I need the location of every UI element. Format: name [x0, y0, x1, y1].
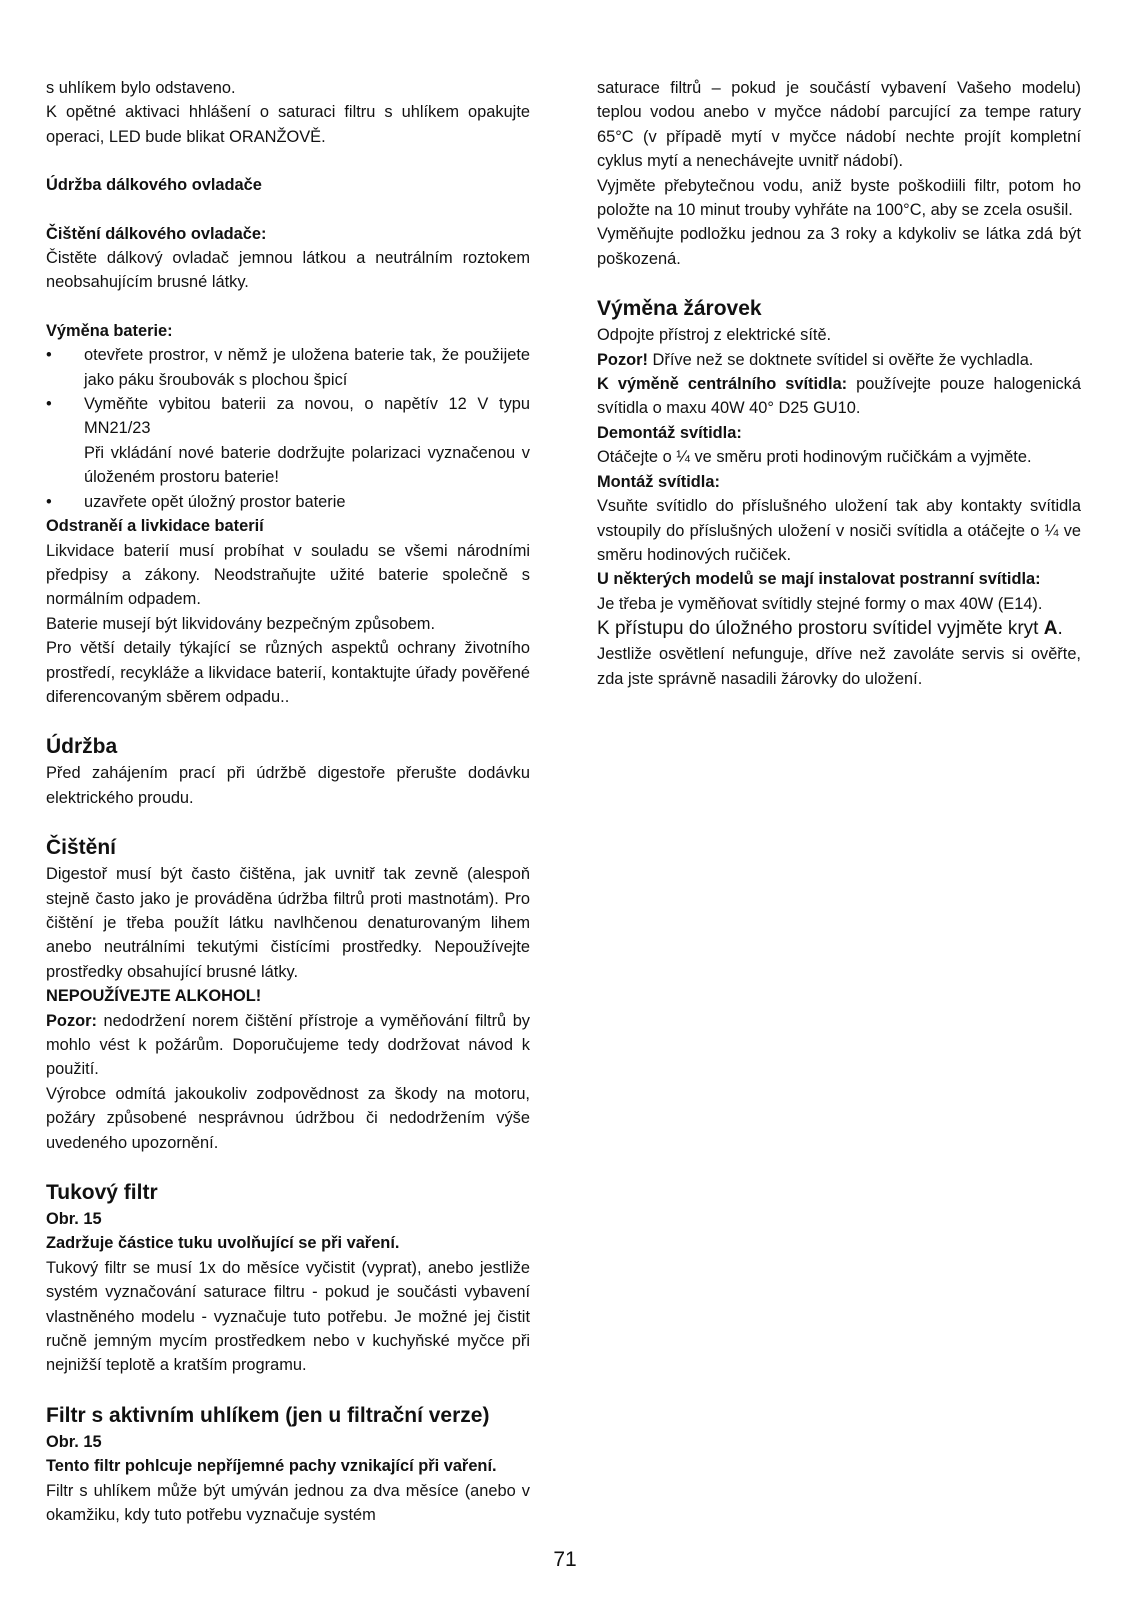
paragraph: K opětné aktivaci hhlášení o saturaci filtru s uhlíkem opakujte operaci, LED bude blikat ORANŽOVĚ. [46, 103, 530, 146]
subsection-heading: Výměna baterie: [46, 321, 173, 340]
list-item: • uzavřete opět úložný prostor baterie [46, 490, 530, 514]
paragraph: Otáčejte o ¼ ve směru proti hodinovým ručičkám a vyjměte. [597, 448, 1032, 467]
paragraph: Vyměňujte podložku jednou za 3 roky a kdykoliv se látka zdá být poškozená. [597, 225, 1081, 268]
warning-body: nedodržení norem čištění přístroje a vyměňování filtrů by mohlo vést k požárům. Doporučujeme tedy dodržovat návod k použití. [46, 1011, 530, 1079]
subsection-heading: Demontáž svítidla: [597, 423, 742, 442]
battery-steps-list [46, 343, 530, 514]
figure-reference: Obr. 15 [46, 1432, 102, 1451]
warning-body: Dříve než se doktnete svítidel si ověřte že vychladla. [648, 350, 1034, 369]
section-heading: Filtr s aktivním uhlíkem (jen u filtrační verze) [46, 1403, 490, 1427]
paragraph: Odpojte přístroj z elektrické sítě. [597, 326, 832, 345]
subsection-heading: Montáž svítidla: [597, 472, 720, 491]
paragraph: Vyjměte přebytečnou vodu, aniž byste poškodiili filtr, potom ho položte na 10 minut trouby vyhřáte na 100°C, aby se zcela osušil. [597, 176, 1081, 220]
paragraph: Před zahájením prací při údržbě digestoře přerušte dodávku elektrického proudu. [46, 764, 530, 807]
subsection-heading: Zadržuje částice tuku uvolňující se při vaření. [46, 1234, 400, 1253]
subsection-heading: Tento filtr pohlcuje nepříjemné pachy vznikající při vaření. [46, 1457, 497, 1476]
warning-label: Pozor! [597, 350, 648, 369]
section-heading: Tukový filtr [46, 1181, 158, 1205]
paragraph [597, 348, 1081, 372]
paragraph: Vsuňte svítidlo do příslušného uložení tak aby kontakty svítidla vstoupily do příslušných uložení v nosiči svítidla a otáčejte o ¼ ve směru hodinových ručiček. [597, 497, 1081, 564]
subsection-heading: Odstraněí a livkidace baterií [46, 517, 264, 536]
list-item-text: Vyměňte vybitou baterii za novou, o napětív 12 V typu MN21/23 [84, 395, 530, 438]
paragraph: Filtr s uhlíkem může být umýván jednou za dva měsíce (anebo v okamžiku, kdy tuto potřebu vyznačuje systém [46, 1481, 530, 1525]
paragraph-body: používejte pouze halogenická svítidla o maxu 40W 40° D25 GU10. [597, 375, 1081, 418]
paragraph: Digestoř musí být často čištěna, jak uvnitř tak zevně (alespoň stejně často jako je prováděna údržba filtrů proti mastnotám). Pro čištění je třeba použít látku navlhčenou denaturovaným lihem anebo neutrálními tekutými čistícími prostředky. Nepoužívejte prostředky obsahující brusné látky. [46, 865, 530, 981]
paragraph [46, 1009, 530, 1082]
left-column [46, 76, 530, 1528]
paragraph: Baterie musejí být likvidovány bezpečným způsobem. [46, 614, 436, 633]
section-heading: Údržba dálkového ovladače [46, 176, 262, 195]
paragraph: Výrobce odmítá jakoukoliv zodpovědnost za škody na motoru, požáry způsobené nesprávnou údržbou či nedodržením výše uvedeného upozornění. [46, 1084, 530, 1152]
section-heading: Údržba [46, 735, 118, 759]
section-heading: Čištění [46, 836, 117, 860]
paragraph [597, 372, 1081, 421]
paragraph: saturace filtrů – pokud je součástí vybavení Vašeho modelu) teplou vodou anebo v myčce nádobí parcující za tempe ratury 65°C (v případě mytí v myčce nádobí nechte projít kompletní cyklus mytí a nenechávejte uvnitř nádobí). [597, 79, 1081, 171]
paragraph: Čistěte dálkový ovladač jemnou látkou a neutrálním roztokem neobsahujícím brusné látky. [46, 249, 530, 292]
subsection-heading: U některých modelů se mají instalovat postranní svítidla: [597, 570, 1041, 589]
paragraph: Je třeba je vyměňovat svítidly stejné formy o max 40W (E14). [597, 594, 1043, 613]
paragraph: s uhlíkem bylo odstaveno. [46, 79, 236, 97]
right-column [597, 76, 1081, 691]
paragraph: Tukový filtr se musí 1x do měsíce vyčistit (vyprat), anebo jestliže systém vyznačování saturace filtru - pokud je součásti vybavení vlastněného modelu - vyznačuje tuto potřebu. Je možné jej čistit ručně jemným mycím prostředkem nebo v kuchyňské myčce při nejnižší teplotě a kratším programu. [46, 1258, 530, 1375]
page-number: 71 [553, 1548, 577, 1571]
list-item [46, 392, 530, 490]
paragraph-body: K přístupu do úložného prostoru svítidel vyjměte kryt [597, 618, 1044, 640]
list-item-note: Při vkládání nové baterie dodržujte polarizaci vyznačenou v úloženém prostoru baterie! [84, 443, 530, 487]
subsection-heading: Čištění dálkového ovladače: [46, 224, 267, 243]
paragraph-end: . [1057, 618, 1063, 640]
section-heading: Výměna žárovek [597, 297, 762, 321]
inline-heading: K výměně centrálního svítidla: [597, 375, 848, 394]
paragraph: Jestliže osvětlení nefunguje, dříve než zavoláte servis si ověřte, zda jste správně nasadili žárovky do uložení. [597, 645, 1081, 688]
warning-label: Pozor: [46, 1011, 97, 1030]
figure-reference: Obr. 15 [46, 1210, 102, 1229]
paragraph [597, 616, 1081, 642]
list-item: • otevřete prostror, v němž je uložena baterie tak, že použijete jako páku šroubovák s plochou špicí [46, 343, 530, 392]
paragraph: Pro větší detaily týkající se různých aspektů ochrany životního prostředí, recykláže a likvidace baterií, kontaktujte úřady pověřené diferencovaným sběrem odpadu.. [46, 639, 530, 706]
paragraph: Likvidace baterií musí probíhat v souladu se všemi národními předpisy a zákony. Neodstraňujte užité baterie společně s normálním odpadem. [46, 541, 530, 609]
cover-label: A [1043, 618, 1058, 640]
warning-text: NEPOUŽÍVEJTE ALKOHOL! [46, 987, 262, 1006]
